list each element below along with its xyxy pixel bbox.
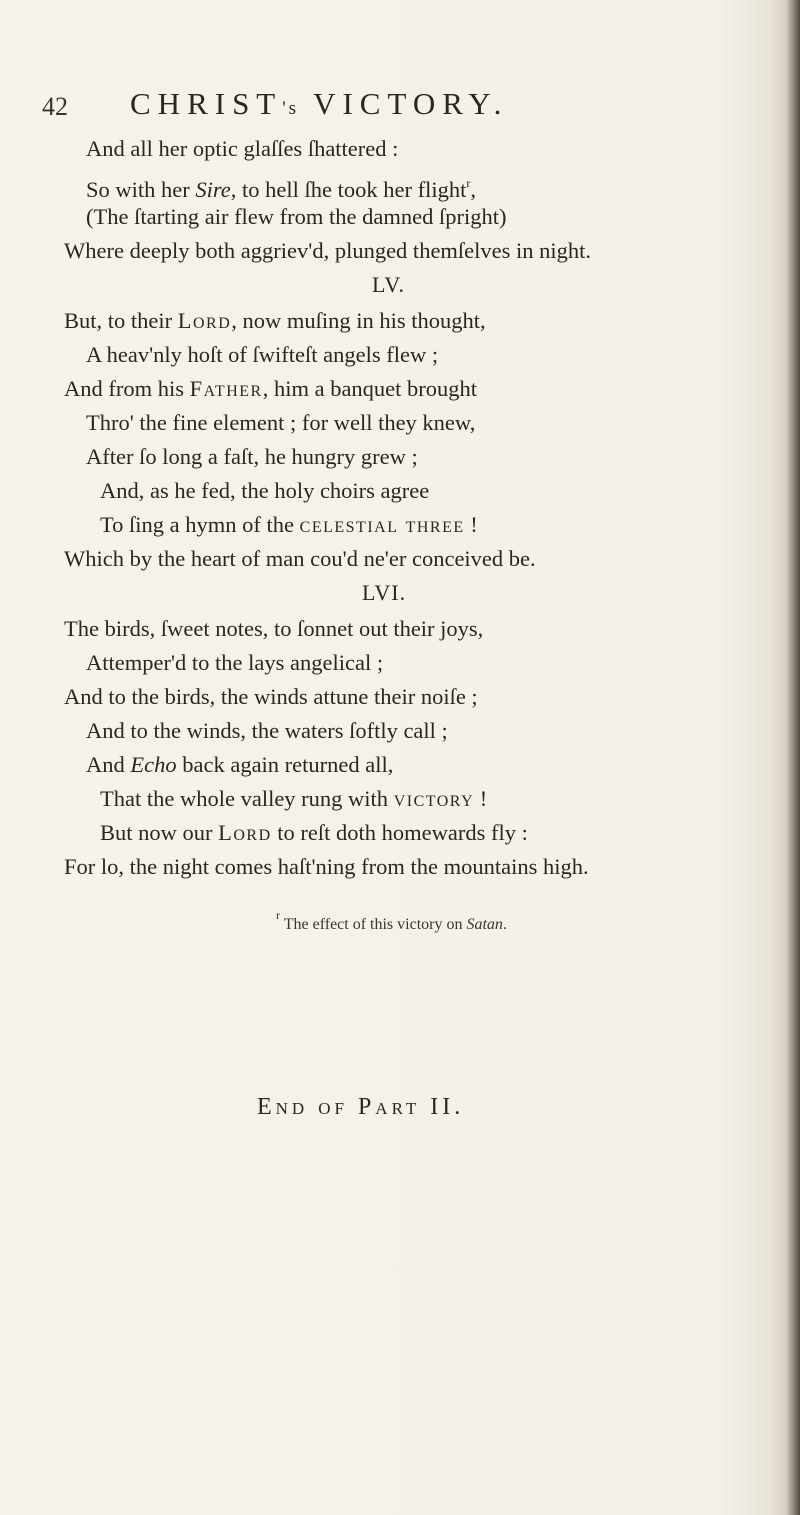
verse-line: But now our Lord to reſt doth homewards fly : [100,820,528,845]
verse-line: And all her optic glaſſes ſhattered : [86,136,399,161]
verse-line: But, to their Lord, now muſing in his thought, [64,308,486,333]
footnote-marker: r [276,908,280,922]
footnote-marker: r [466,176,471,190]
verse-line: That the whole valley rung with victory ! [100,786,488,811]
verse-line: Where deeply both aggriev'd, plunged themſelves in night. [64,238,592,263]
footnote: $^r$ The effect of this victory on Satan. [276,908,507,933]
verse-line: And from his Father, him a banquet brought [64,376,478,401]
verse-line: Attemper'd to the lays angelical ; [86,650,384,675]
verse-line: After ſo long a faſt, he hungry grew ; [86,444,418,469]
verse-line: To ſing a hymn of the celestial three ! [100,512,478,537]
verse-line: And to the birds, the winds attune their noiſe ; [64,684,478,709]
verse-line: So with her Sire, to hell ſhe took her flight$^r$, [86,176,477,202]
stanza-number: LV. [372,272,405,297]
verse-line: For lo, the night comes haſt'ning from the mountains high. [64,854,589,879]
verse-line: And Echo back again returned all, [86,752,394,777]
end-of-part: End of Part II. [257,1094,465,1120]
verse-line: Thro' the fine element ; for well they knew, [86,410,476,435]
verse-line: A heav'nly hoſt of ſwifteſt angels flew ; [86,342,439,367]
verse-line: (The ſtarting air flew from the damned ſpright) [86,204,507,229]
running-title: CHRIST's VICTORY. [130,86,509,121]
stanza-number: LVI. [362,580,407,605]
verse-line: And, as he fed, the holy choirs agree [100,478,430,503]
verse-line: The birds, ſweet notes, to ſonnet out their joys, [64,616,484,641]
verse-line: Which by the heart of man cou'd ne'er conceived be. [64,546,536,571]
verse-line: And to the winds, the waters ſoftly call ; [86,718,448,743]
page-number: 42 [42,92,68,121]
